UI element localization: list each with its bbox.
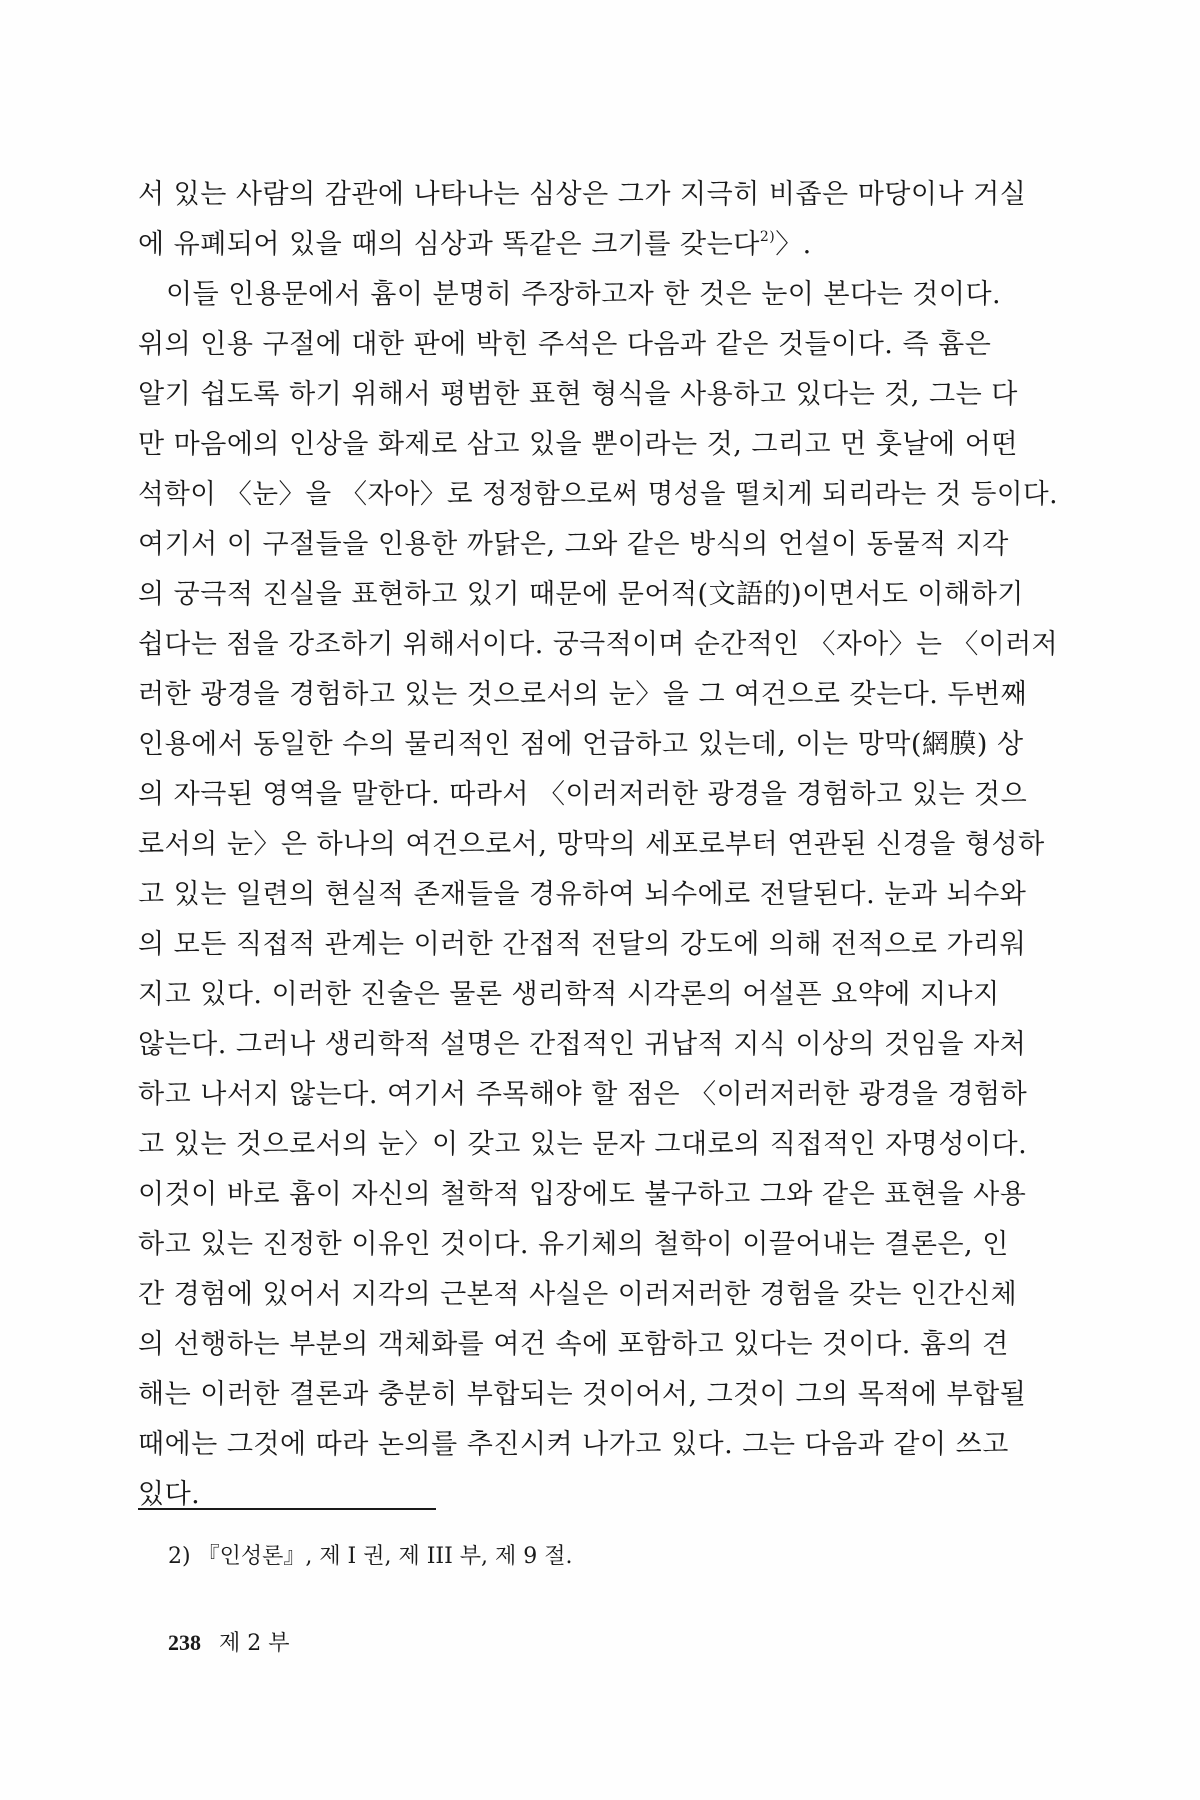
text-line: 만 마음에의 인상을 화제로 삼고 있을 뿐이라는 것, 그리고 먼 훗날에 어떤 bbox=[138, 429, 1018, 460]
text-line: 고 있는 것으로서의 눈〉이 갖고 있는 문자 그대로의 직접적인 자명성이다. bbox=[138, 1129, 1028, 1160]
part-label: 제 2 부 bbox=[219, 1631, 290, 1656]
footnote: 2) 『인성론』, 제 I 권, 제 III 부, 제 9 절. bbox=[168, 1544, 573, 1569]
text-line: 석학이 〈눈〉을 〈자아〉로 정정함으로써 명성을 떨치게 되리라는 것 등이다. bbox=[138, 479, 1059, 510]
text-line: 하고 있는 진정한 이유인 것이다. 유기체의 철학이 이끌어내는 결론은, 인 bbox=[138, 1229, 1009, 1260]
text-line: 의 선행하는 부분의 객체화를 여건 속에 포함하고 있다는 것이다. 흄의 견 bbox=[138, 1329, 1009, 1360]
footnote-reference[interactable]: 2) bbox=[759, 229, 776, 245]
paragraph-start-line: 이들 인용문에서 흄이 분명히 주장하고자 한 것은 눈이 본다는 것이다. bbox=[166, 279, 1002, 310]
text-line: 때에는 그것에 따라 논의를 추진시켜 나가고 있다. 그는 다음과 같이 쓰고 bbox=[138, 1429, 1009, 1460]
page-number: 238 bbox=[168, 1630, 201, 1655]
text-line: 쉽다는 점을 강조하기 위해서이다. 궁극적이며 순간적인 〈자아〉는 〈이러저 bbox=[138, 629, 1059, 660]
text-line: 로서의 눈〉은 하나의 여건으로서, 망막의 세포로부터 연관된 신경을 형성하 bbox=[138, 829, 1045, 860]
text-line: 의 궁극적 진실을 표현하고 있기 때문에 문어적(文語的)이면서도 이해하기 bbox=[138, 579, 1024, 610]
text-line: 있다. bbox=[138, 1479, 201, 1510]
text-line: 여기서 이 구절들을 인용한 까닭은, 그와 같은 방식의 언설이 동물적 지각 bbox=[138, 529, 1009, 560]
text-line: 이것이 바로 흄이 자신의 철학적 입장에도 불구하고 그와 같은 표현을 사용 bbox=[138, 1179, 1027, 1210]
text-line: 고 있는 일련의 현실적 존재들을 경유하여 뇌수에로 전달된다. 눈과 뇌수와 bbox=[138, 879, 1027, 910]
text-line: 위의 인용 구절에 대한 판에 박힌 주석은 다음과 같은 것들이다. 즉 흄은 bbox=[138, 329, 992, 360]
text-line: 의 자극된 영역을 말한다. 따라서 〈이러저러한 광경을 경험하고 있는 것으 bbox=[138, 779, 1028, 810]
text-line: 알기 쉽도록 하기 위해서 평범한 표현 형식을 사용하고 있다는 것, 그는 다 bbox=[138, 379, 1018, 410]
text-line bbox=[138, 220, 1058, 270]
text-line: 간 경험에 있어서 지각의 근본적 사실은 이러저러한 경험을 갖는 인간신체 bbox=[138, 1279, 1018, 1310]
text-line: 러한 광경을 경험하고 있는 것으로서의 눈〉을 그 여건으로 갖는다. 두번째 bbox=[138, 679, 1028, 710]
page-footer bbox=[168, 1628, 290, 1659]
text-line: 지고 있다. 이러한 진술은 물론 생리학적 시각론의 어설픈 요약에 지나지 bbox=[138, 979, 1000, 1010]
text-line: 서 있는 사람의 감관에 나타나는 심상은 그가 지극히 비좁은 마당이나 거실 bbox=[138, 179, 1027, 210]
text-line: 하고 나서지 않는다. 여기서 주목해야 할 점은 〈이러저러한 광경을 경험하 bbox=[138, 1079, 1028, 1110]
text-line: 인용에서 동일한 수의 물리적인 점에 언급하고 있는데, 이는 망막(網膜) 상 bbox=[138, 729, 1024, 760]
text-line: 않는다. 그러나 생리학적 설명은 간접적인 귀납적 지식 이상의 것임을 자처 bbox=[138, 1029, 1027, 1060]
text-line: 해는 이러한 결론과 충분히 부합되는 것이어서, 그것이 그의 목적에 부합될 bbox=[138, 1379, 1027, 1410]
text-line-content: 에 유폐되어 있을 때의 심상과 똑같은 크기를 갖는다 bbox=[138, 229, 760, 260]
text-line: 의 모든 직접적 관계는 이러한 간접적 전달의 강도에 의해 전적으로 가리워 bbox=[138, 929, 1027, 960]
text-line-tail: 〉. bbox=[775, 229, 812, 260]
body-text bbox=[138, 170, 1058, 1520]
footnote-divider bbox=[138, 1508, 436, 1510]
